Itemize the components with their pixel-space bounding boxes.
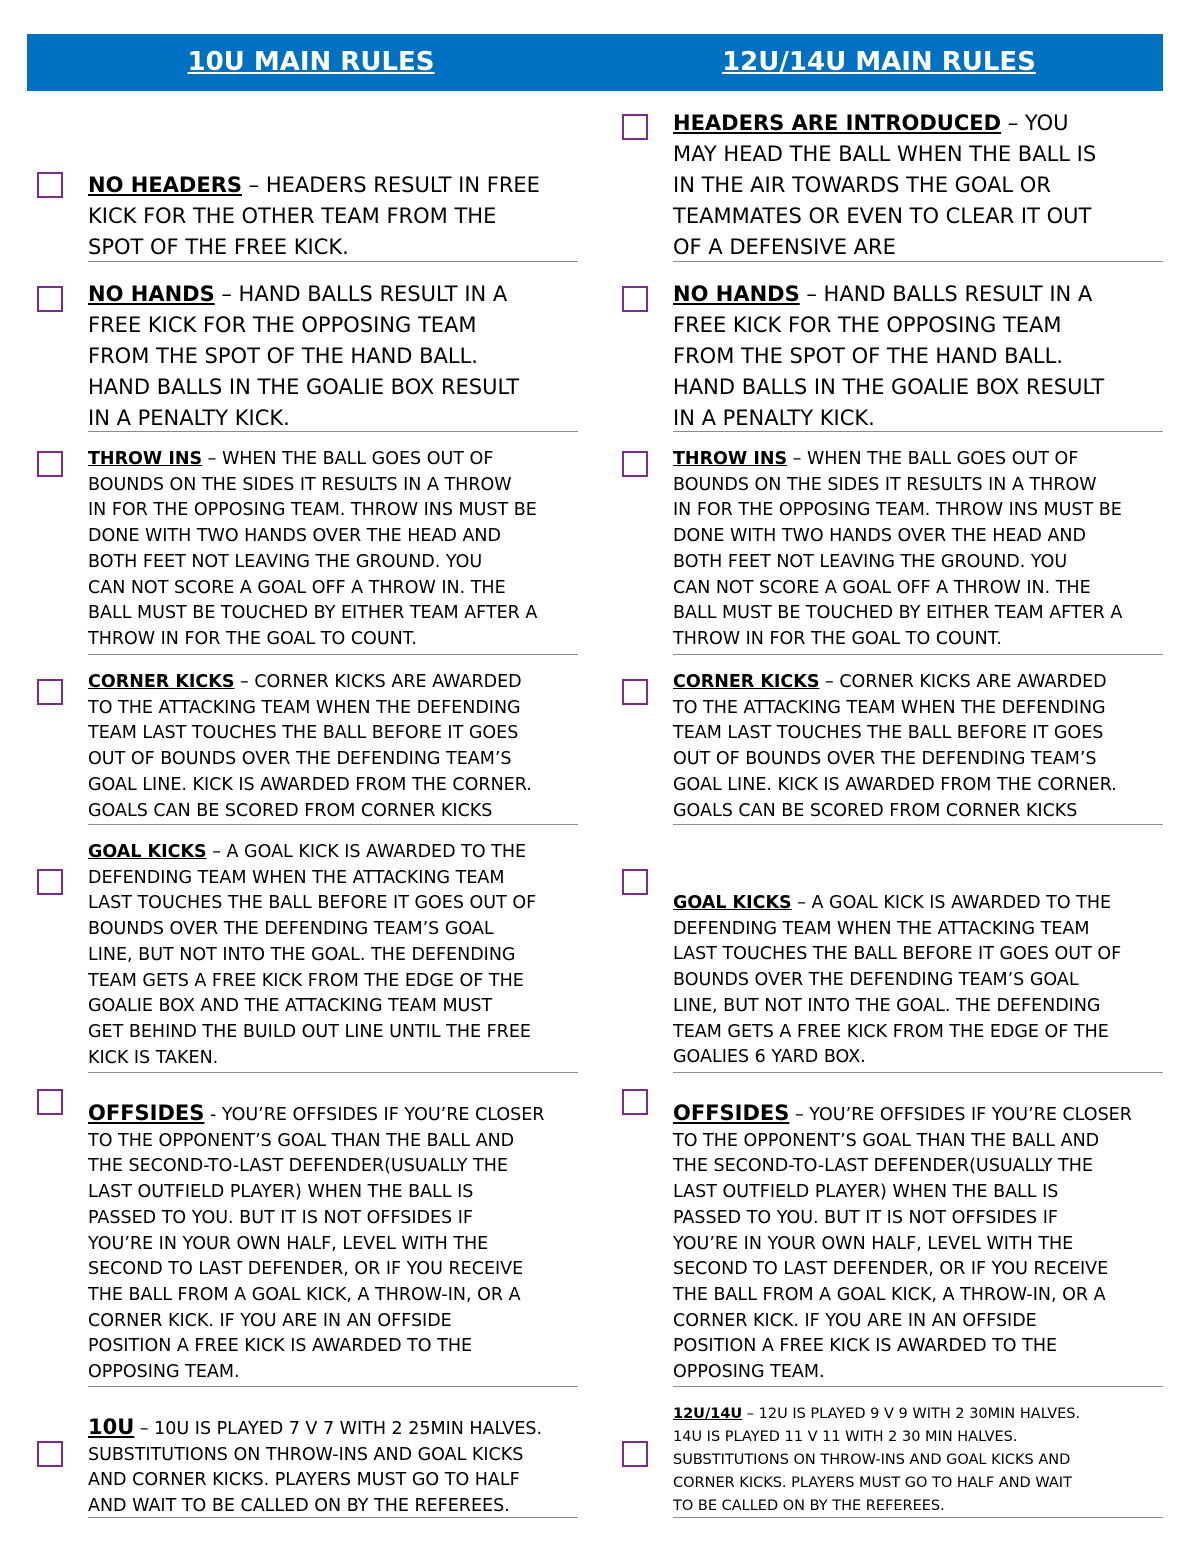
rule-corner-kicks: CORNER KICKS – CORNER KICKS ARE AWARDED TO THE ATTACKING TEAM WHEN THE DEFENDING TEAM LAST TOUCHES THE BALL BEFORE IT GOES OUT OF BOUNDS OVER THE DEFENDING TEAM’S GOAL LINE. KICK IS AWARDED FROM THE CORNER. GOALS CAN BE SCORED FROM CORNER KICKS xyxy=(88,672,532,821)
checkbox-goal-kicks[interactable] xyxy=(37,869,63,895)
rule-title: 10U xyxy=(88,1415,135,1439)
divider xyxy=(88,824,578,825)
checkbox-no-headers[interactable] xyxy=(37,172,63,198)
header-bar xyxy=(27,34,1163,91)
rule-title: HEADERS ARE INTRODUCED xyxy=(673,111,1002,135)
rule-corner-kicks-12u: CORNER KICKS – CORNER KICKS ARE AWARDED TO THE ATTACKING TEAM WHEN THE DEFENDING TEAM LAST TOUCHES THE BALL BEFORE IT GOES OUT OF BOUNDS OVER THE DEFENDING TEAM’S GOAL LINE. KICK IS AWARDED FROM THE CORNER. GOALS CAN BE SCORED FROM CORNER KICKS xyxy=(673,672,1117,821)
checkbox-no-hands[interactable] xyxy=(37,286,63,312)
rule-title: NO HANDS xyxy=(88,282,215,306)
rule-12u-14u: 12U/14U – 12U IS PLAYED 9 V 9 WITH 2 30MIN HALVES. 14U IS PLAYED 11 V 11 WITH 2 30 MIN HALVES. SUBSTITUTIONS ON THROW-INS AND GOAL KICKS AND CORNER KICKS. PLAYERS MUST GO TO HALF AND WAIT TO BE CALLED ON BY THE REFEREES. xyxy=(673,1406,1081,1514)
rule-headers-introduced: HEADERS ARE INTRODUCED – YOU MAY HEAD THE BALL WHEN THE BALL IS IN THE AIR TOWARDS THE GOAL OR TEAMMATES OR EVEN TO CLEAR IT OUT OF A DEFENSIVE ARE xyxy=(673,111,1097,259)
divider xyxy=(673,431,1163,432)
rule-title: 12U/14U xyxy=(673,1406,743,1422)
divider xyxy=(673,1072,1163,1073)
divider xyxy=(88,1072,578,1073)
rule-title: CORNER KICKS xyxy=(673,672,820,692)
checkbox-corner-kicks[interactable] xyxy=(37,679,63,705)
rule-no-headers: NO HEADERS – HEADERS RESULT IN FREE KICK FOR THE OTHER TEAM FROM THE SPOT OF THE FREE KICK. xyxy=(88,173,540,259)
checkbox-goal-kicks-12u[interactable] xyxy=(622,869,648,895)
divider xyxy=(88,1517,578,1518)
rule-title: NO HANDS xyxy=(673,282,800,306)
rule-title: CORNER KICKS xyxy=(88,672,235,692)
rule-goal-kicks: GOAL KICKS – A GOAL KICK IS AWARDED TO THE DEFENDING TEAM WHEN THE ATTACKING TEAM LAST TOUCHES THE BALL BEFORE IT GOES OUT OF BOUNDS OVER THE DEFENDING TEAM’S GOAL LINE, BUT NOT INTO THE GOAL. THE DEFENDING TEAM GETS A FREE KICK FROM THE EDGE OF THE GOALIE BOX AND THE ATTACKING TEAM MUST GET BEHIND THE BUILD OUT LINE UNTIL THE FREE KICK IS TAKEN. xyxy=(88,842,537,1068)
rule-no-hands-12u: NO HANDS – HAND BALLS RESULT IN A FREE KICK FOR THE OPPOSING TEAM FROM THE SPOT OF THE HAND BALL. HAND BALLS IN THE GOALIE BOX RESULT IN A PENALTY KICK. xyxy=(673,282,1105,430)
rule-title: OFFSIDES xyxy=(88,1101,205,1125)
divider xyxy=(673,824,1163,825)
checkbox-throw-ins-12u[interactable] xyxy=(622,451,648,477)
checkbox-corner-kicks-12u[interactable] xyxy=(622,679,648,705)
rule-offsides: OFFSIDES - YOU’RE OFFSIDES IF YOU’RE CLOSER TO THE OPPONENT’S GOAL THAN THE BALL AND THE SECOND-TO-LAST DEFENDER(USUALLY THE LAST OUTFIELD PLAYER) WHEN THE BALL IS PASSED TO YOU. BUT IT IS NOT OFFSIDES IF YOU’RE IN YOUR OWN HALF, LEVEL WITH THE SECOND TO LAST DEFENDER, OR IF YOU RECEIVE THE BALL FROM A GOAL KICK, A THROW-IN, OR A CORNER KICK. IF YOU ARE IN AN OFFSIDE POSITION A FREE KICK IS AWARDED TO THE OPPOSING TEAM. xyxy=(88,1101,545,1383)
left-column-title: 10U MAIN RULES xyxy=(187,47,435,77)
rule-10u: 10U – 10U IS PLAYED 7 V 7 WITH 2 25MIN HALVES. SUBSTITUTIONS ON THROW-INS AND GOAL KICKS AND CORNER KICKS. PLAYERS MUST GO TO HALF AND WAIT TO BE CALLED ON BY THE REFEREES. xyxy=(88,1415,543,1517)
checkbox-no-hands-12u[interactable] xyxy=(622,286,648,312)
divider xyxy=(673,261,1163,262)
rule-throw-ins-12u: THROW INS – WHEN THE BALL GOES OUT OF BOUNDS ON THE SIDES IT RESULTS IN A THROW IN FOR THE OPPOSING TEAM. THROW INS MUST BE DONE WITH TWO HANDS OVER THE HEAD AND BOTH FEET NOT LEAVING THE GROUND. YOU CAN NOT SCORE A GOAL OFF A THROW IN. THE BALL MUST BE TOUCHED BY EITHER TEAM AFTER A THROW IN FOR THE GOAL TO COUNT. xyxy=(673,449,1123,649)
right-column-title: 12U/14U MAIN RULES xyxy=(722,47,1036,77)
divider xyxy=(88,1386,578,1387)
rule-title: OFFSIDES xyxy=(673,1101,790,1125)
checkbox-12u-14u[interactable] xyxy=(622,1441,648,1467)
divider xyxy=(673,654,1163,655)
rule-no-hands: NO HANDS – HAND BALLS RESULT IN A FREE KICK FOR THE OPPOSING TEAM FROM THE SPOT OF THE HAND BALL. HAND BALLS IN THE GOALIE BOX RESULT IN A PENALTY KICK. xyxy=(88,282,520,430)
rule-title: NO HEADERS xyxy=(88,173,242,197)
rule-title: THROW INS xyxy=(673,449,788,469)
checkbox-throw-ins[interactable] xyxy=(37,451,63,477)
divider xyxy=(673,1517,1163,1518)
rule-title: GOAL KICKS xyxy=(88,842,207,862)
checkbox-offsides-12u[interactable] xyxy=(622,1089,648,1115)
rule-title: THROW INS xyxy=(88,449,203,469)
checkbox-headers-introduced[interactable] xyxy=(622,114,648,140)
divider xyxy=(673,1386,1163,1387)
divider xyxy=(88,261,578,262)
checkbox-offsides[interactable] xyxy=(37,1089,63,1115)
rule-offsides-12u: OFFSIDES – YOU’RE OFFSIDES IF YOU’RE CLOSER TO THE OPPONENT’S GOAL THAN THE BALL AND THE SECOND-TO-LAST DEFENDER(USUALLY THE LAST OUTFIELD PLAYER) WHEN THE BALL IS PASSED TO YOU. BUT IT IS NOT OFFSIDES IF YOU’RE IN YOUR OWN HALF, LEVEL WITH THE SECOND TO LAST DEFENDER, OR IF YOU RECEIVE THE BALL FROM A GOAL KICK, A THROW-IN, OR A CORNER KICK. IF YOU ARE IN AN OFFSIDE POSITION A FREE KICK IS AWARDED TO THE OPPOSING TEAM. xyxy=(673,1101,1132,1383)
checkbox-10u[interactable] xyxy=(37,1441,63,1467)
divider xyxy=(88,654,578,655)
rule-goal-kicks-12u: GOAL KICKS – A GOAL KICK IS AWARDED TO THE DEFENDING TEAM WHEN THE ATTACKING TEAM LAST TOUCHES THE BALL BEFORE IT GOES OUT OF BOUNDS OVER THE DEFENDING TEAM’S GOAL LINE, BUT NOT INTO THE GOAL. THE DEFENDING TEAM GETS A FREE KICK FROM THE EDGE OF THE GOALIES 6 YARD BOX. xyxy=(673,893,1122,1068)
divider xyxy=(88,431,578,432)
rule-title: GOAL KICKS xyxy=(673,893,792,913)
rule-throw-ins: THROW INS – WHEN THE BALL GOES OUT OF BOUNDS ON THE SIDES IT RESULTS IN A THROW IN FOR THE OPPOSING TEAM. THROW INS MUST BE DONE WITH TWO HANDS OVER THE HEAD AND BOTH FEET NOT LEAVING THE GROUND. YOU CAN NOT SCORE A GOAL OFF A THROW IN. THE BALL MUST BE TOUCHED BY EITHER TEAM AFTER A THROW IN FOR THE GOAL TO COUNT. xyxy=(88,449,538,649)
